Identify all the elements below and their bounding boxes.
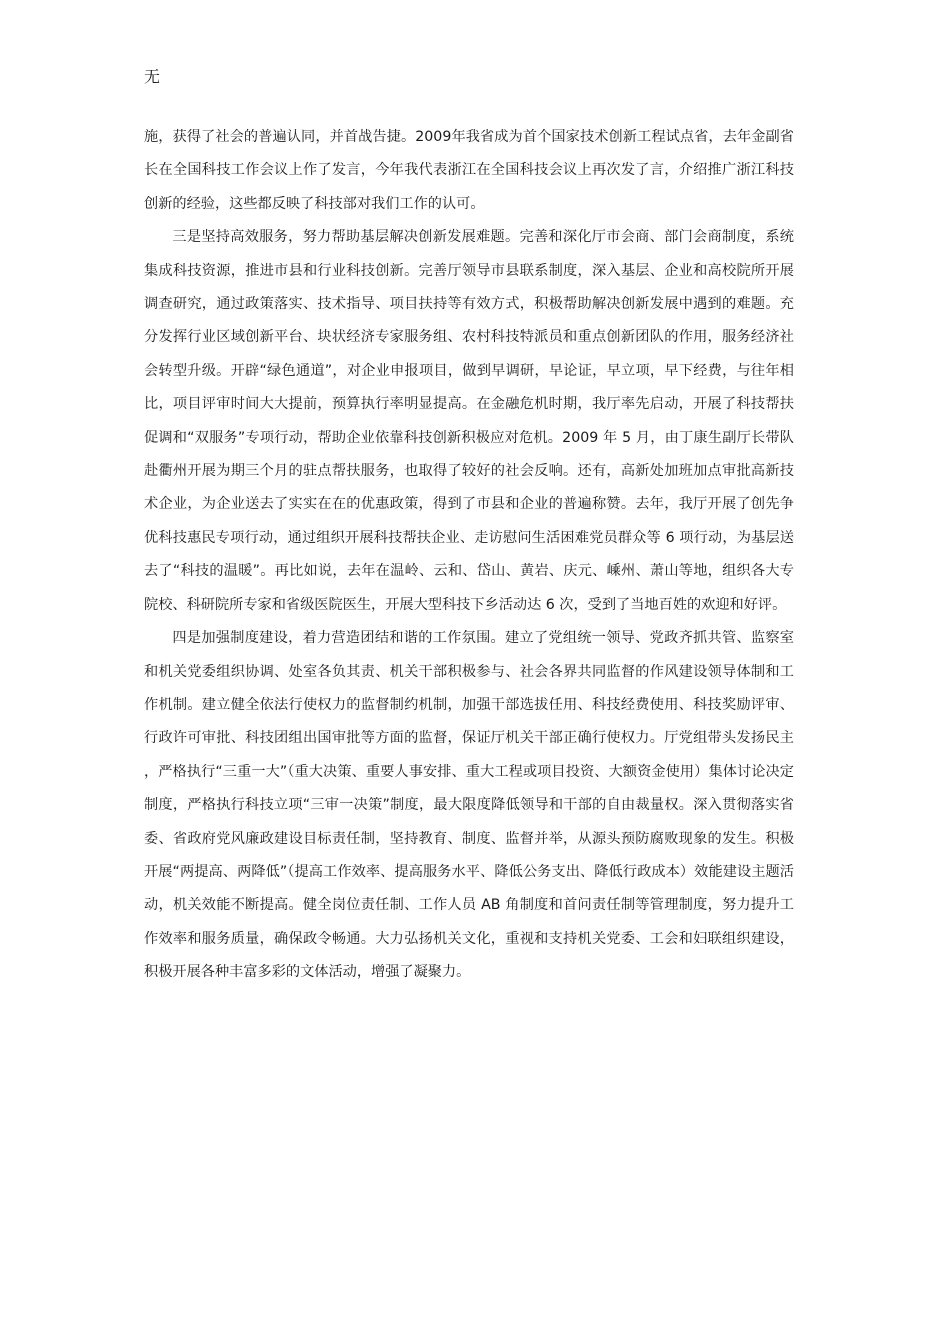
document-body <box>144 121 794 990</box>
page-header: 无 <box>144 67 161 86</box>
paragraph-efficient-service: 三是坚持高效服务，努力帮助基层解决创新发展难题。完善和深化厅市会商、部门会商制度，系统集成科技资源，推进市县和行业科技创新。完善厅领导市县联系制度，深入基层、企业和高校院所开展调查研究，通过政策落实、技术指导、项目扶持等有效方式，积极帮助解决创新发展中遇到的难题。充分发挥行业区域创新平台、块状经济专家服务组、农村科技特派员和重点创新团队的作用，服务经济社会转型升级。开辟“绿色通道”，对企业申报项目，做到早调研，早论证，早立项，早下经费，与往年相比，项目评审时间大大提前，预算执行率明显提高。在金融危机时期，我厅率先启动，开展了科技帮扶促调和“双服务”专项行动，帮助企业依靠科技创新积极应对危机。2009 年 5 月，由丁康生副厅长带队赴衢州开展为期三个月的驻点帮扶服务，也取得了较好的社会反响。还有，高新处加班加点审批高新技术企业，为企业送去了实实在在的优惠政策，得到了市县和企业的普遍称赞。去年，我厅开展了创先争优科技惠民专项行动，通过组织开展科技帮扶企业、走访慰问生活困难党员群众等 6 项行动，为基层送去了“科技的温暖”。再比如说，去年在温岭、云和、岱山、黄岩、庆元、嵊州、萧山等地，组织各大专院校、科研院所专家和省级医院医生，开展大型科技下乡活动达 6 次，受到了当地百姓的欢迎和好评。 <box>144 229 794 613</box>
paragraph-institution-building: 四是加强制度建设，着力营造团结和谐的工作氛围。建立了党组统一领导、党政齐抓共管、监察室和机关党委组织协调、处室各负其责、机关干部积极参与、社会各界共同监督的作风建设领导体制和工作机制。建立健全依法行使权力的监督制约机制，加强干部选拔任用、科技经费使用、科技奖励评审、行政许可审批、科技团组出国审批等方面的监督，保证厅机关干部正确行使权力。厅党组带头发扬民主，严格执行“三重一大”（重大决策、重要人事安排、重大工程或项目投资、大额资金使用）集体讨论决定制度，严格执行科技立项“三审一决策”制度，最大限度降低领导和干部的自由裁量权。深入贯彻落实省委、省政府党风廉政建设目标责任制，坚持教育、制度、监督并举，从源头预防腐败现象的发生。积极开展“两提高、两降低”（提高工作效率、提高服务水平、降低公务支出、降低行政成本）效能建设主题活动，机关效能不断提高。健全岗位责任制、工作人员 AB 角制度和首问责任制等管理制度，努力提升工作效率和服务质量，确保政令畅通。大力弘扬机关文化，重视和支持机关党委、工会和妇联组织建设，积极开展各种丰富多彩的文体活动，增强了凝聚力。 <box>144 630 794 981</box>
paragraph-continuation: 施，获得了社会的普遍认同，并首战告捷。2009年我省成为首个国家技术创新工程试点省，去年金副省长在全国科技工作会议上作了发言，今年我代表浙江在全国科技会议上再次发了言，介绍推广浙江科技创新的经验，这些都反映了科技部对我们工作的认可。 <box>144 129 794 212</box>
document-page <box>144 0 794 1344</box>
